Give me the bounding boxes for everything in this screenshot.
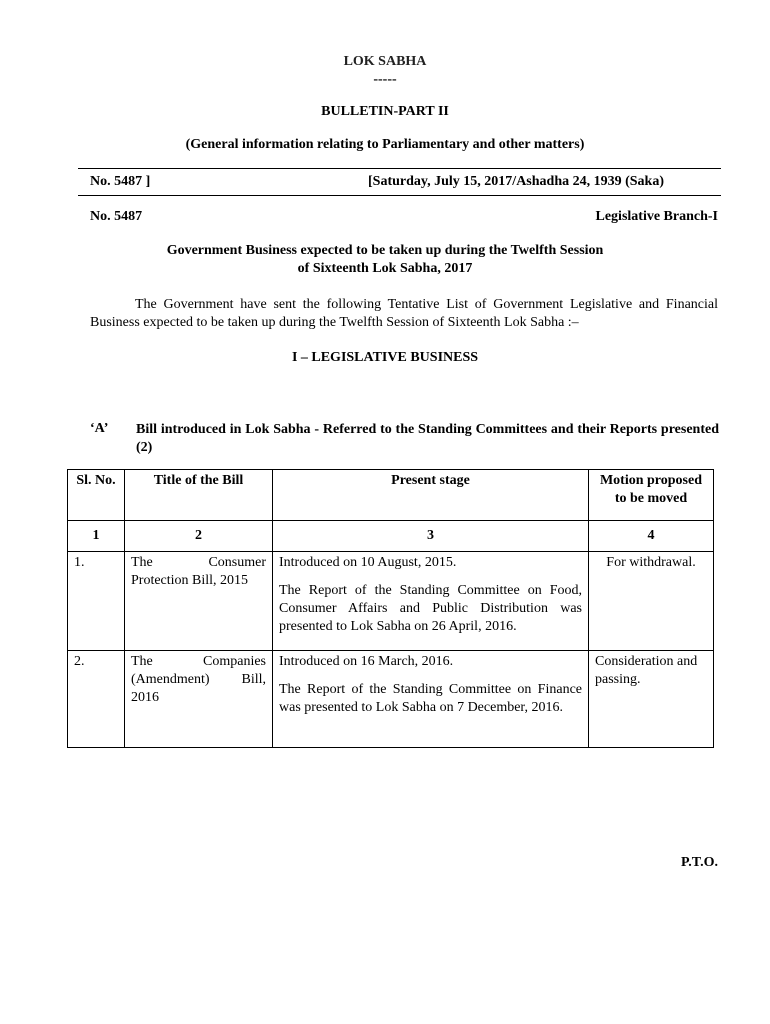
header-stage: Present stage (273, 470, 589, 521)
header-title: Title of the Bill (125, 470, 273, 521)
header-bottom-rule (78, 195, 721, 196)
row-present-stage (273, 651, 589, 748)
section-text: Bill introduced in Lok Sabha - Referred to the Standing Committees and their Reports presented (2) (136, 422, 719, 455)
bulletin-title: BULLETIN-PART II (321, 104, 449, 119)
row-stage-report: The Report of the Standing Committee on Food, Consumer Affairs and Public Distribution was presented to Lok Sabha on 26 April, 2016. (279, 583, 582, 634)
column-number: 4 (589, 521, 714, 552)
row-bill-title-line2: (Amendment) Bill, (131, 672, 266, 687)
row-stage-report: The Report of the Standing Committee on Finance was presented to Lok Sabha on 7 December, 2016. (279, 682, 582, 715)
house-title: LOK SABHA (343, 54, 427, 69)
section-title: I – LEGISLATIVE BUSINESS (291, 350, 479, 365)
table-number-row (68, 521, 714, 552)
notice-heading-line2: of Sixteenth Lok Sabha, 2017 (297, 261, 473, 276)
table-header-row (68, 470, 714, 521)
bulletin-subtitle: (General information relating to Parliamentary and other matters) (185, 137, 585, 152)
row-motion: Consideration and passing. (589, 651, 714, 748)
notice-heading (0, 242, 770, 278)
bulletin-number: No. 5487 ] (90, 174, 151, 189)
row-bill-title-line2: Protection Bill, 2015 (131, 573, 249, 588)
row-motion: For withdrawal. (589, 552, 714, 651)
row-sl-no: 2. (68, 651, 125, 748)
row-stage-intro: Introduced on 16 March, 2016. (279, 654, 454, 669)
row-bill-title-line3: 2016 (131, 690, 159, 705)
bills-table (67, 469, 714, 748)
row-bill-title-line1: The Consumer (131, 555, 266, 570)
branch-name: Legislative Branch-I (595, 209, 718, 224)
row-present-stage (273, 552, 589, 651)
bulletin-date: [Saturday, July 15, 2017/Ashadha 24, 1939 (Saka) (368, 174, 665, 189)
column-number: 2 (125, 521, 273, 552)
row-sl-no: 1. (68, 552, 125, 651)
column-number: 3 (273, 521, 589, 552)
header-motion: Motion proposed to be moved (589, 470, 714, 521)
table-row (68, 552, 714, 651)
table-row (68, 651, 714, 748)
notice-heading-line1: Government Business expected to be taken up during the Twelfth Session (166, 243, 604, 258)
row-bill-title (125, 651, 273, 748)
pto-label: P.T.O. (681, 855, 718, 870)
notice-paragraph (90, 296, 718, 332)
header-sl-no: Sl. No. (68, 470, 125, 521)
column-number: 1 (68, 521, 125, 552)
title-dashes: ----- (373, 72, 397, 87)
row-bill-title (125, 552, 273, 651)
row-bill-title-line1: The Companies (131, 654, 266, 669)
row-stage-intro: Introduced on 10 August, 2015. (279, 555, 457, 570)
notice-paragraph-text: The Government have sent the following Tentative List of Government Legislative and Financial Business expected to be taken up during the Twelfth Session of Sixteenth Lok Sabha :– (90, 297, 718, 330)
header-top-rule (78, 168, 721, 169)
section-label: ‘A’ (90, 421, 109, 436)
notice-number: No. 5487 (90, 209, 143, 224)
